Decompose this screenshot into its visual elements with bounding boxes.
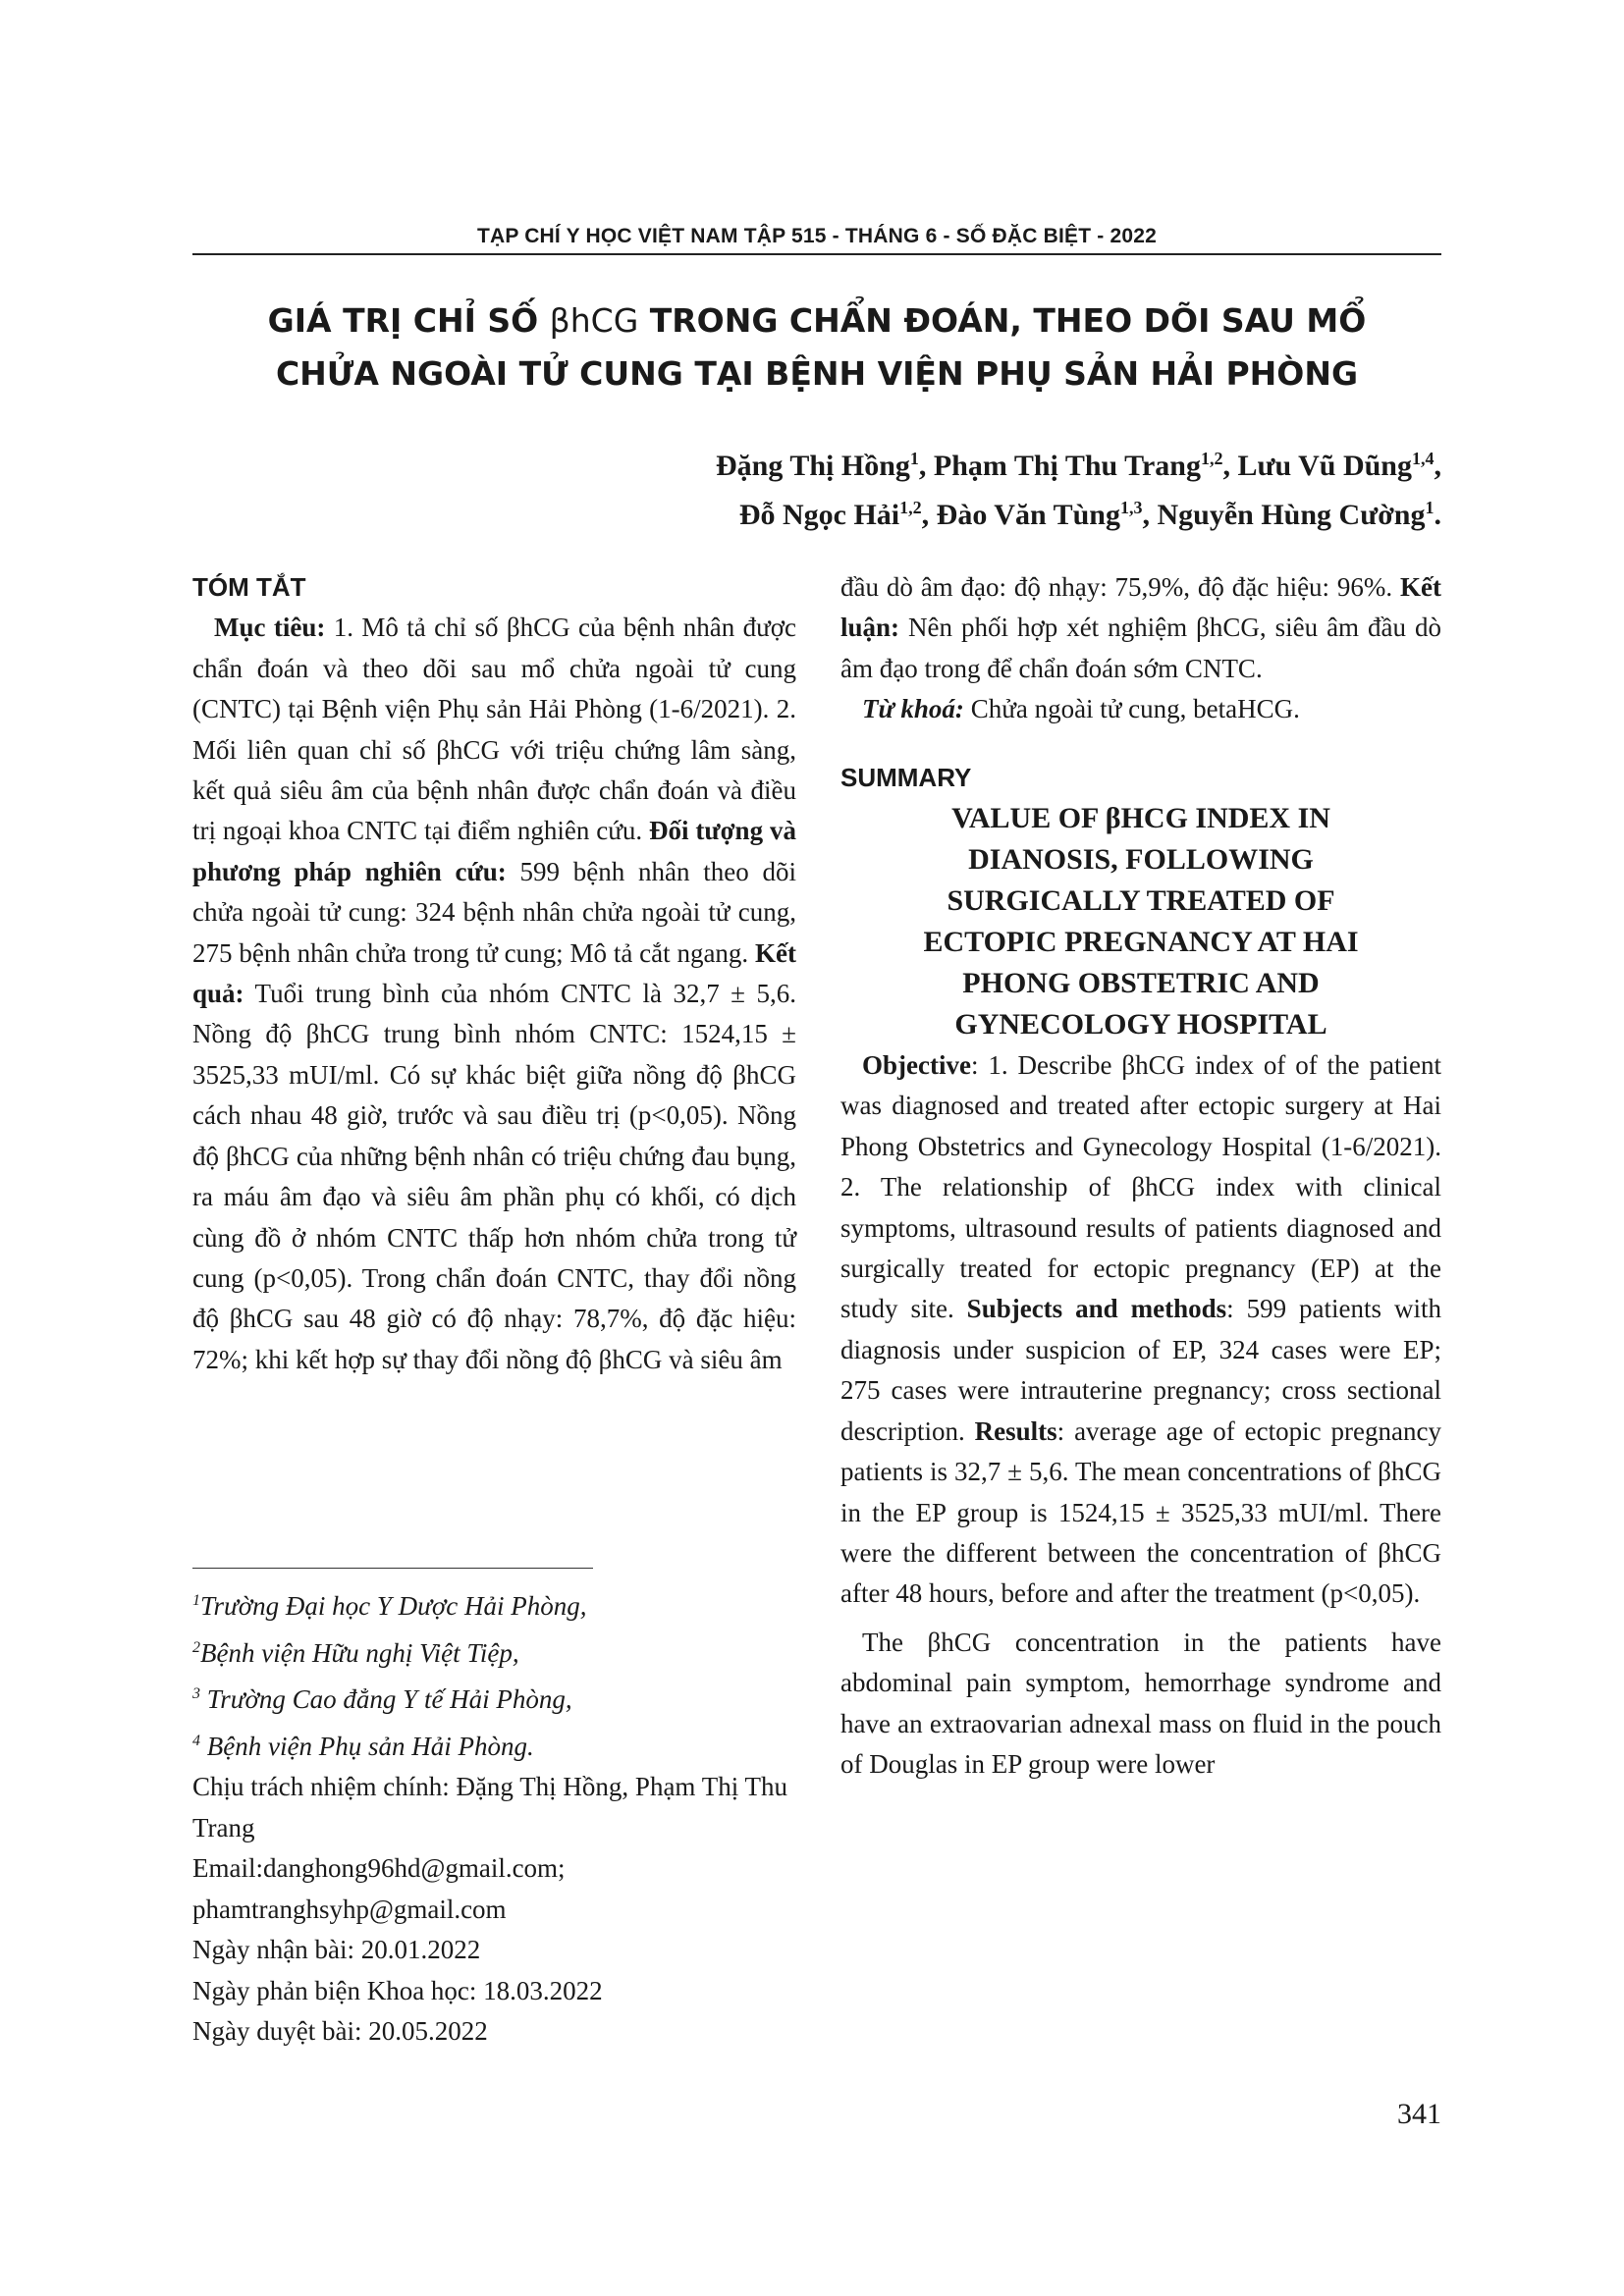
date-received: Ngày nhận bài: 20.01.2022: [192, 1935, 481, 1964]
header-divider: [192, 253, 1441, 255]
author-line-2: Đỗ Ngọc Hải$^{1,2}$, Đào Văn Tùng$^{1,3}$, Nguyễn Hùng Cường$^1$.: [738, 498, 1441, 531]
affiliation-2: $^2$Bệnh viện Hữu nghị Việt Tiệp,: [192, 1637, 519, 1668]
tom-tat-heading: TÓM TẮT: [192, 572, 306, 602]
email-2: phamtranghsyhp@gmail.com: [192, 1894, 507, 1924]
author-list: [716, 438, 1441, 536]
journal-header: TẠP CHÍ Y HỌC VIỆT NAM TẬP 515 - THÁNG 6 - SỐ ĐẶC BIỆT - 2022: [476, 225, 1158, 247]
summary-paragraph-1: Objective: 1. Describe βhCG index of of the patient was diagnosed and treated after ectopic surgery at Hai Phong Obstetrics and Gynecology Hospital (1-6/2021). 2. The relationship of βhCG index with clinical symptoms, ultrasound results of patients diagnosed and surgically treated for ectopic pregnancy (EP) at the study site. Subjects and methods: 599 patients with diagnosis under suspicion of EP, 324 cases were EP; 275 cases were intrauterine pregnancy; cross sectional description. Results: average age of ectopic pregnancy patients is 32,7 ± 5,6. The mean concentrations of βhCG in the EP group is 1524,15 ± 3525,33 mUI/ml. There were the different between the concentration of βhCG after 48 hours, before and after the treatment (p<0,05).: [840, 1050, 1441, 1609]
article-title: [192, 294, 1441, 400]
date-accepted: Ngày duyệt bài: 20.05.2022: [192, 2016, 488, 2046]
tom-tat-paragraph: Mục tiêu: 1. Mô tả chỉ số βhCG của bệnh nhân được chẩn đoán và theo dõi sau mổ chửa ngoài tử cung (CNTC) tại Bệnh viện Phụ sản Hải Phòng (1-6/2021). 2. Mối liên quan chỉ số βhCG với triệu chứng lâm sàng, kết quả siêu âm của bệnh nhân được chẩn đoán và điều trị ngoại khoa CNTC tại điểm nghiên cứu. Đối tượng và phương pháp nghiên cứu: 599 bệnh nhân theo dõi chửa ngoài tử cung: 324 bệnh nhân chửa ngoài tử cung, 275 bệnh nhân chửa trong tử cung; Mô tả cắt ngang. Kết quả: Tuổi trung bình của nhóm CNTC là 32,7 ± 5,6. Nồng độ βhCG trung bình nhóm CNTC: 1524,15 ± 3525,33 mUI/ml. Có sự khác biệt giữa nồng độ βhCG cách nhau 48 giờ, trước và sau điều trị (p<0,05). Nồng độ βhCG của những bệnh nhân có triệu chứng đau bụng, ra máu âm đạo và siêu âm phần phụ có khối, có dịch cùng đồ ở nhóm CNTC thấp hơn nhóm chửa trong tử cung (p<0,05). Trong chẩn đoán CNTC, thay đổi nồng độ βhCG sau 48 giờ có độ nhạy: 78,7%, độ đặc hiệu: 72%; khi kết hợp sự thay đổi nồng độ βhCG và siêu âm: [192, 613, 797, 1374]
date-reviewed: Ngày phản biện Khoa học: 18.03.2022: [192, 1975, 603, 2005]
title-line-1: GIÁ TRỊ CHỈ SỐ βhCG TRONG CHẨN ĐOÁN, THEO DÕI SAU MỔ: [267, 301, 1367, 340]
footnotes: [192, 1580, 821, 2053]
page-number: 341: [1397, 2098, 1441, 2130]
email-1: Email:danghong96hd@gmail.com;: [192, 1853, 566, 1883]
affiliation-1: $^1$Trường Đại học Y Dược Hải Phòng,: [192, 1591, 587, 1621]
summary-paragraph-2: The βhCG concentration in the patients have abdominal pain symptom, hemorrhage syndrome and have an extraovarian adnexal mass on fluid in the pouch of Douglas in EP group were lower: [840, 1627, 1441, 1779]
abstract-vietnamese: [192, 567, 796, 1380]
summary-title: VALUE OF βHCG INDEX IN DIANOSIS, FOLLOWING SURGICALLY TREATED OF ECTOPIC PREGNANCY AT HAI PHONG OBSTETRIC AND GYNECOLOGY HOSPITAL: [923, 802, 1359, 1041]
responsible-author: Chịu trách nhiệm chính: Đặng Thị Hồng, Phạm Thị Thu Trang: [192, 1772, 787, 1842]
abstract-continued-and-summary: [840, 567, 1441, 1785]
author-line-1: Đặng Thị Hồng$^1$, Phạm Thị Thu Trang$^{1,2}$, Lưu Vũ Dũng$^{1,4}$,: [716, 449, 1441, 482]
summary-heading: SUMMARY: [840, 762, 972, 792]
tom-tat-continued: đầu dò âm đạo: độ nhạy: 75,9%, độ đặc hiệu: 96%. Kết luận: Nên phối hợp xét nghiệm βhCG, siêu âm đầu dò âm đạo trong để chẩn đoán sớm CNTC.: [840, 572, 1441, 683]
footnote-divider: [192, 1568, 593, 1569]
affiliation-4: $^4$ Bệnh viện Phụ sản Hải Phòng.: [192, 1731, 534, 1761]
affiliation-3: $^3$ Trường Cao đẳng Y tế Hải Phòng,: [192, 1684, 572, 1714]
title-line-2: CHỬA NGOÀI TỬ CUNG TẠI BỆNH VIỆN PHỤ SẢN HẢI PHÒNG: [275, 354, 1359, 393]
keywords: Từ khoá: Chửa ngoài tử cung, betaHCG.: [862, 694, 1300, 724]
